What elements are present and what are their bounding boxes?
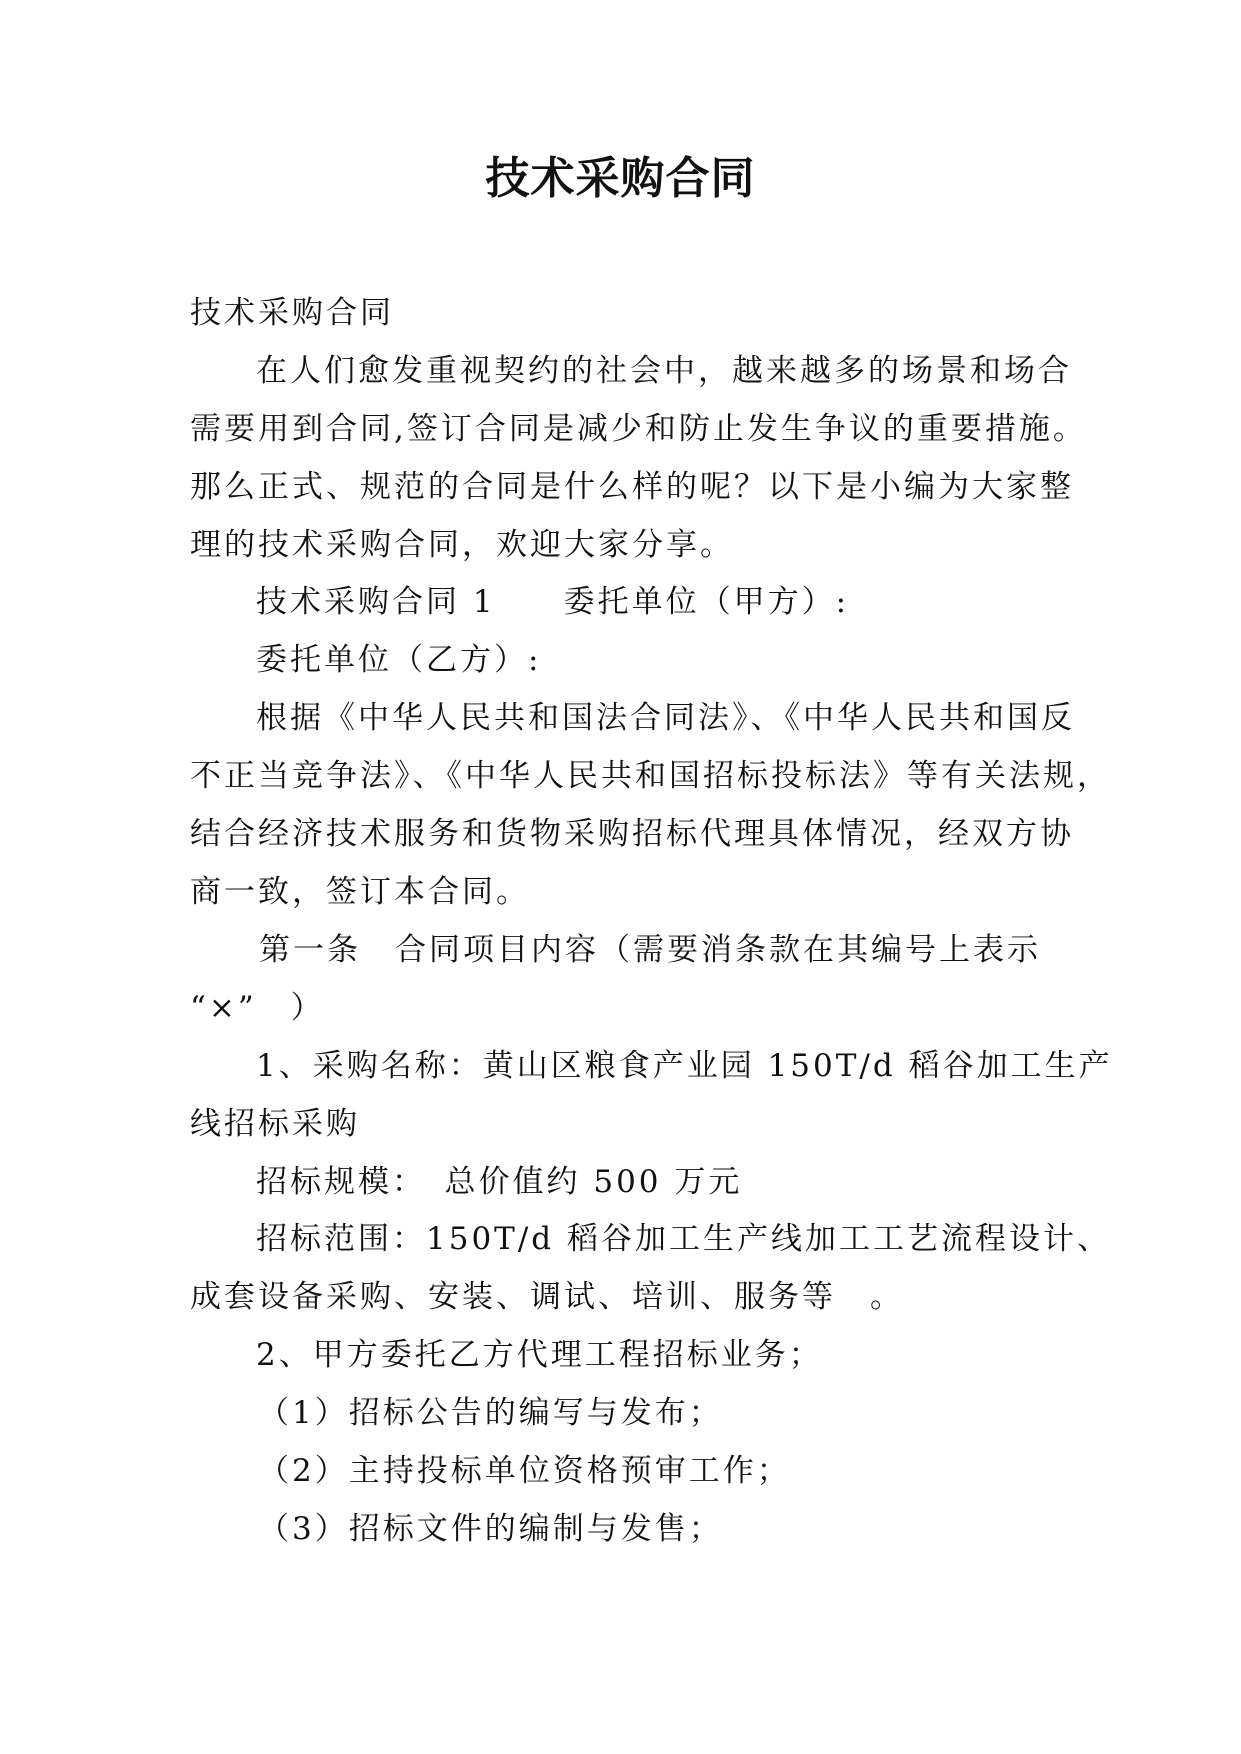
body-line: 商一致，签订本合同。 [190,874,530,910]
list-item: （1）招标公告的编写与发布； [258,1395,723,1431]
body-line: 成套设备采购、安装、调试、培训、服务等 。 [190,1279,904,1315]
body-line: 招标规模： 总价值约 500 万元 [256,1164,743,1200]
body-line: 结合经济技术服务和货物采购招标代理具体情况，经双方协 [190,816,1074,852]
body-line: 委托单位（乙方）: [256,642,542,678]
body-line: 需要用到合同,签订合同是减少和防止发生争议的重要措施。 [190,411,1087,447]
body-line: 招标范围：150T/d 稻谷加工生产线加工工艺流程设计、 [256,1221,1111,1257]
body-line: 理的技术采购合同，欢迎大家分享。 [190,527,734,563]
list-item: （3）招标文件的编制与发售； [258,1511,723,1547]
body-line: 不正当竞争法》、《中华人民共和国招标投标法》等有关法规， [190,758,1111,794]
body-line: 在人们愈发重视契约的社会中，越来越多的场景和场合 [256,353,1072,389]
document-title: 技术采购合同 [485,153,756,204]
body-line-heading: 技术采购合同 [190,295,394,331]
body-line: 根据《中华人民共和国法合同法》、《中华人民共和国反 [256,700,1075,736]
body-line: “×” ） [190,990,325,1026]
body-line: 那么正式、规范的合同是什么样的呢？以下是小编为大家整 [190,469,1074,505]
body-line: 线招标采购 [190,1106,360,1142]
body-line: 2、甲方委托乙方代理工程招标业务； [256,1337,823,1373]
body-line: 1、采购名称：黄山区粮食产业园 150T/d 稻谷加工生产 [256,1048,1113,1084]
list-item: （2）主持投标单位资格预审工作； [258,1453,791,1489]
article-heading: 第一条 合同项目内容（需要消条款在其编号上表示 [259,932,1041,968]
body-line: 技术采购合同 1 委托单位（甲方）: [256,584,850,620]
